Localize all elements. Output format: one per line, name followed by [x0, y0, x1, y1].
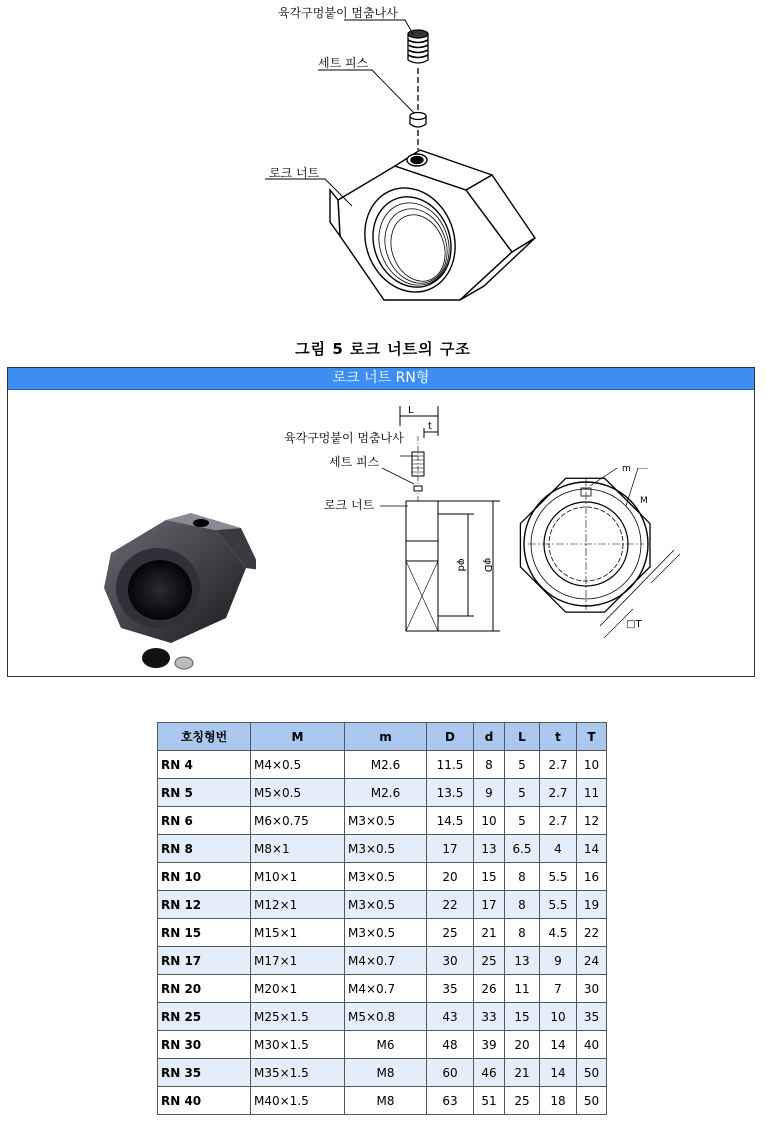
figure-5-caption: 그림 5 로크 너트의 구조 — [295, 340, 471, 358]
table-cell: M15×1 — [251, 919, 345, 947]
header-cell: T — [577, 723, 607, 751]
table-cell: 5 — [505, 807, 540, 835]
dim-L-label: L — [408, 405, 414, 416]
table-cell: 13 — [474, 835, 505, 863]
set-piece-drawing — [410, 113, 426, 128]
table-cell: 26 — [474, 975, 505, 1003]
table-cell: M3×0.5 — [345, 835, 427, 863]
table-cell: 8 — [505, 919, 540, 947]
rn-type-section — [7, 367, 755, 677]
table-cell: 13.5 — [427, 779, 474, 807]
table-cell: RN 40 — [158, 1087, 251, 1115]
table-cell: M6×0.75 — [251, 807, 345, 835]
table-cell: 30 — [427, 947, 474, 975]
table-cell: 43 — [427, 1003, 474, 1031]
table-cell: 50 — [577, 1059, 607, 1087]
table-cell: M6 — [345, 1031, 427, 1059]
table-cell: 7 — [540, 975, 577, 1003]
table-cell: 5 — [505, 751, 540, 779]
table-cell: 20 — [505, 1031, 540, 1059]
table-cell: 21 — [505, 1059, 540, 1087]
table-row — [158, 891, 607, 919]
dim-D-label: φD — [482, 557, 494, 573]
table-cell: RN 15 — [158, 919, 251, 947]
header-cell: 호칭형번 — [158, 723, 251, 751]
figure-5-drawing — [0, 0, 766, 335]
table-cell: 9 — [474, 779, 505, 807]
table-cell: RN 5 — [158, 779, 251, 807]
table-cell: RN 4 — [158, 751, 251, 779]
table-cell: 60 — [427, 1059, 474, 1087]
header-cell: d — [474, 723, 505, 751]
table-cell: 8 — [505, 863, 540, 891]
table-row — [158, 751, 607, 779]
table-cell: M40×1.5 — [251, 1087, 345, 1115]
table-cell: 22 — [427, 891, 474, 919]
table-cell: 11 — [505, 975, 540, 1003]
section-label-lock-nut: 로크 너트 — [324, 498, 375, 512]
label-set-piece: 세트 피스 — [318, 56, 369, 70]
table-cell: 39 — [474, 1031, 505, 1059]
table-cell: M5×0.5 — [251, 779, 345, 807]
table-cell: 22 — [577, 919, 607, 947]
table-cell: 30 — [577, 975, 607, 1003]
table-cell: 10 — [474, 807, 505, 835]
section-label-setscrew: 육각구멍붙이 멈춤나사 — [284, 431, 404, 445]
table-cell: 14 — [577, 835, 607, 863]
table-cell: 15 — [505, 1003, 540, 1031]
table-cell: 4 — [540, 835, 577, 863]
table-cell: 25 — [474, 947, 505, 975]
table-cell: 8 — [505, 891, 540, 919]
table-cell: 35 — [427, 975, 474, 1003]
table-cell: 19 — [577, 891, 607, 919]
table-cell: RN 12 — [158, 891, 251, 919]
table-cell: 14 — [540, 1031, 577, 1059]
table-cell: RN 20 — [158, 975, 251, 1003]
table-cell: 50 — [577, 1087, 607, 1115]
table-cell: 13 — [505, 947, 540, 975]
table-cell: M5×0.8 — [345, 1003, 427, 1031]
table-cell: 35 — [577, 1003, 607, 1031]
header-cell: L — [505, 723, 540, 751]
dim-t-label: t — [428, 421, 432, 432]
front-view-drawing — [508, 468, 693, 668]
table-cell: M2.6 — [345, 751, 427, 779]
table-cell: 21 — [474, 919, 505, 947]
table-cell: M10×1 — [251, 863, 345, 891]
table-cell: 16 — [577, 863, 607, 891]
table-cell: M4×0.7 — [345, 975, 427, 1003]
table-cell: 6.5 — [505, 835, 540, 863]
section-title: 로크 너트 RN형 — [8, 368, 754, 390]
dim-m-label: m — [622, 464, 631, 474]
table-row — [158, 1087, 607, 1115]
table-cell: 40 — [577, 1031, 607, 1059]
table-cell: 24 — [577, 947, 607, 975]
table-cell: M30×1.5 — [251, 1031, 345, 1059]
table-cell: 5.5 — [540, 863, 577, 891]
table-cell: RN 17 — [158, 947, 251, 975]
table-cell: 17 — [427, 835, 474, 863]
table-row — [158, 975, 607, 1003]
table-cell: 48 — [427, 1031, 474, 1059]
table-cell: M8×1 — [251, 835, 345, 863]
table-cell: 8 — [474, 751, 505, 779]
label-lock-nut: 로크 너트 — [269, 166, 320, 180]
table-cell: M20×1 — [251, 975, 345, 1003]
table-cell: RN 30 — [158, 1031, 251, 1059]
table-cell: 18 — [540, 1087, 577, 1115]
lock-nut-drawing — [330, 150, 535, 305]
table-cell: RN 35 — [158, 1059, 251, 1087]
table-cell: 5 — [505, 779, 540, 807]
table-cell: M4×0.7 — [345, 947, 427, 975]
header-cell: D — [427, 723, 474, 751]
table-cell: 2.7 — [540, 779, 577, 807]
table-cell: 5.5 — [540, 891, 577, 919]
table-row — [158, 1059, 607, 1087]
table-cell: 2.7 — [540, 807, 577, 835]
table-cell: 20 — [427, 863, 474, 891]
table-cell: M3×0.5 — [345, 863, 427, 891]
table-cell: 25 — [505, 1087, 540, 1115]
table-cell: M25×1.5 — [251, 1003, 345, 1031]
table-cell: 51 — [474, 1087, 505, 1115]
table-cell: RN 8 — [158, 835, 251, 863]
table-cell: 46 — [474, 1059, 505, 1087]
table-header-row — [158, 723, 607, 751]
table-cell: RN 10 — [158, 863, 251, 891]
table-row — [158, 947, 607, 975]
table-row — [158, 919, 607, 947]
table-row — [158, 863, 607, 891]
table-cell: 4.5 — [540, 919, 577, 947]
table-cell: 63 — [427, 1087, 474, 1115]
label-setscrew: 육각구멍붙이 멈춤나사 — [278, 6, 398, 20]
table-cell: M2.6 — [345, 779, 427, 807]
table-cell: 2.7 — [540, 751, 577, 779]
table-cell: M12×1 — [251, 891, 345, 919]
table-cell: 12 — [577, 807, 607, 835]
header-cell: M — [251, 723, 345, 751]
table-cell: 14 — [540, 1059, 577, 1087]
table-cell: RN 25 — [158, 1003, 251, 1031]
table-row — [158, 1031, 607, 1059]
table-row — [158, 807, 607, 835]
table-cell: 9 — [540, 947, 577, 975]
table-row — [158, 1003, 607, 1031]
section-label-set-piece: 세트 피스 — [329, 455, 380, 469]
dim-M-label: M — [640, 496, 648, 506]
dim-T-label: □T — [626, 619, 642, 630]
table-row — [158, 779, 607, 807]
table-cell: M8 — [345, 1059, 427, 1087]
table-cell: M17×1 — [251, 947, 345, 975]
table-cell: 33 — [474, 1003, 505, 1031]
table-cell: M35×1.5 — [251, 1059, 345, 1087]
rn-spec-table — [157, 722, 607, 1115]
table-cell: 14.5 — [427, 807, 474, 835]
table-cell: 25 — [427, 919, 474, 947]
table-cell: 15 — [474, 863, 505, 891]
table-cell: 17 — [474, 891, 505, 919]
header-cell: m — [345, 723, 427, 751]
table-cell: 10 — [540, 1003, 577, 1031]
table-cell: M4×0.5 — [251, 751, 345, 779]
table-cell: RN 6 — [158, 807, 251, 835]
table-cell: M3×0.5 — [345, 807, 427, 835]
lock-nut-photo — [66, 508, 256, 673]
header-cell: t — [540, 723, 577, 751]
table-cell: 11.5 — [427, 751, 474, 779]
table-cell: 11 — [577, 779, 607, 807]
table-cell: M3×0.5 — [345, 919, 427, 947]
dim-d-label: φd — [455, 558, 467, 572]
table-cell: M8 — [345, 1087, 427, 1115]
table-row — [158, 835, 607, 863]
table-cell: M3×0.5 — [345, 891, 427, 919]
setscrew-drawing — [408, 30, 428, 63]
table-cell: 10 — [577, 751, 607, 779]
